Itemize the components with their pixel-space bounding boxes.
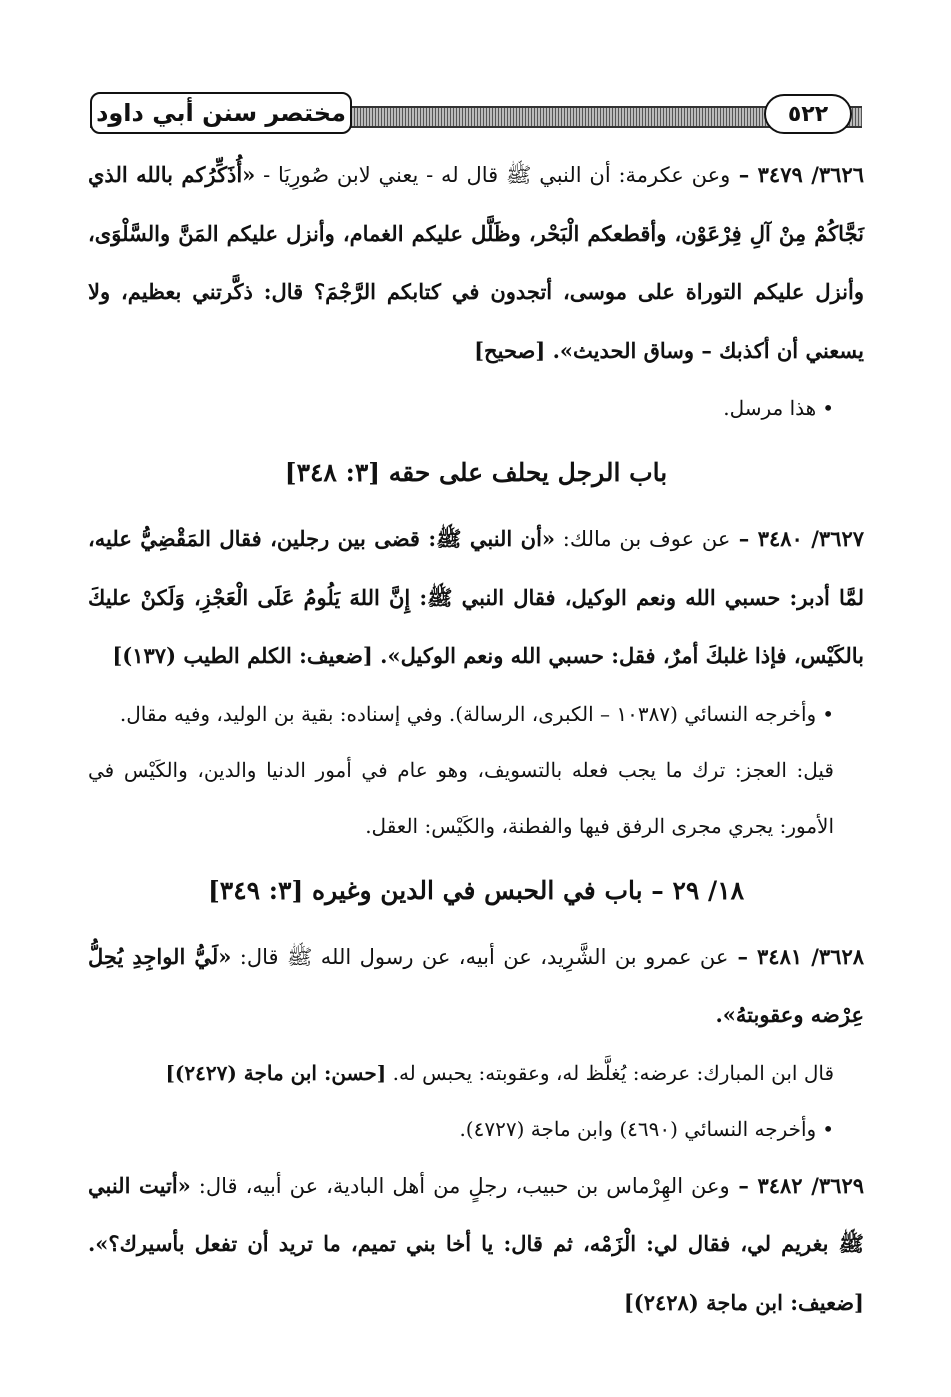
commentary-3628: [88, 1045, 864, 1101]
hadith-text: «أن النبي ﷺ: قضى بين رجلين، فقال المَقْضِيُّ عليه، لمَّا أدبر: حسبي الله ونعم الوكيل، فقال النبي ﷺ: إِنَّ اللهَ يَلُومُ عَلَى الْعَجْزِ، وَلَكنْ عليكَ بالكَيْس، فإذا غلبكَ أمرٌ، فقل: حسبي الله ونعم الوكيل». [ضعيف: الكلم الطيب (١٣٧)]: [88, 526, 864, 668]
bullet-icon: •: [822, 701, 834, 726]
page-body: [88, 146, 864, 1332]
bullet-icon: •: [822, 1116, 834, 1141]
grade-label: [حسن: ابن ماجة (٢٤٢٧)]: [165, 1060, 387, 1085]
page-number: ٥٢٢: [764, 94, 852, 134]
chapter-heading-1: باب الرجل يحلف على حقه [٣: ٣٤٨]: [284, 458, 668, 487]
hadith-3628: [88, 928, 864, 1045]
hadith-text: «أتيت النبي ﷺ بغريم لي، فقال لي: الْزَمْه، ثم قال: يا أخا بني تميم، ما تريد أن تفعل بأسيرك؟». [ضعيف: ابن ماجة (٢٤٢٨)]: [88, 1172, 864, 1315]
hadith-chain: عن عوف بن مالك:: [555, 527, 731, 551]
hadith-3627: [88, 510, 864, 686]
hadith-chain: وعن الهِرْماس بن حبيب، رجلٍ من أهل البادية، عن أبيه، قال:: [190, 1173, 730, 1198]
commentary-3627: قيل: العجز: ترك ما يجب فعله بالتسويف، وهو عام في أمور الدنيا والدين، والكَيْس في الأمور: يجري مجرى الرفق فيها والفطنة، والكَيْس: العقل.: [88, 757, 834, 838]
hadith-chain: وعن عكرمة: أن النبي ﷺ قال له - يعني لابن صُورِيَا -: [255, 163, 731, 187]
hadith-3629: [88, 1157, 864, 1333]
hadith-chain: عن عمرو بن الشَّرِيد، عن أبيه، عن رسول الله ﷺ قال:: [231, 944, 729, 969]
hadith-text: «أُذَكِّرُكم بالله الذي نَجَّاكُمْ مِنْ آلِ فِرْعَوْن، وأقطعكم الْبَحْر، وظَلَّل عليكم الغمام، وأنزل عليكم المَنَّ والسَّلْوَى، وأنزل عليكم التوراة على موسى، أتجدون في كتابكم الرَّجْمَ؟ قال: ذكَّرتني بعظيم، ولا يسعني أن أكذبك – وساق الحديث». [صحيح]: [88, 162, 864, 363]
note-3628: [88, 1101, 864, 1157]
note-text: هذا مرسل.: [723, 396, 817, 420]
note-text: وأخرجه النسائي (١٠٣٨٧ – الكبرى، الرسالة). وفي إسناده: بقية بن الوليد، وفيه مقال.: [119, 701, 817, 726]
hadith-number: ٣٦٢٨/ ٣٤٨١ –: [728, 943, 865, 969]
book-title: مختصر سنن أبي داود: [90, 92, 352, 134]
note-3627: [88, 686, 864, 742]
hadith-3626: [88, 146, 864, 380]
bullet-icon: •: [822, 396, 834, 420]
hadith-number: ٣٦٢٧/ ٣٤٨٠ –: [730, 526, 865, 551]
hadith-number: ٣٦٢٦/ ٣٤٧٩ –: [730, 162, 865, 187]
note-3626: [88, 380, 864, 436]
commentary-text: قال ابن المبارك: عرضه: يُغلَّظ له، وعقوبته: يحبس له.: [386, 1060, 834, 1085]
hadith-number: ٣٦٢٩/ ٣٤٨٢ –: [729, 1172, 865, 1198]
hadith-text: «لَيُّ الواجِدِ يُحِلُّ عِرْضه وعقوبتهُ».: [88, 943, 864, 1027]
chapter-heading-2: ١٨/ ٢٩ – باب في الحبس في الدين وغيره [٣: ٣٤٩]: [207, 875, 745, 905]
note-text: وأخرجه النسائي (٤٦٩٠) وابن ماجة (٤٧٢٧).: [459, 1116, 817, 1141]
page-header: [90, 92, 862, 136]
